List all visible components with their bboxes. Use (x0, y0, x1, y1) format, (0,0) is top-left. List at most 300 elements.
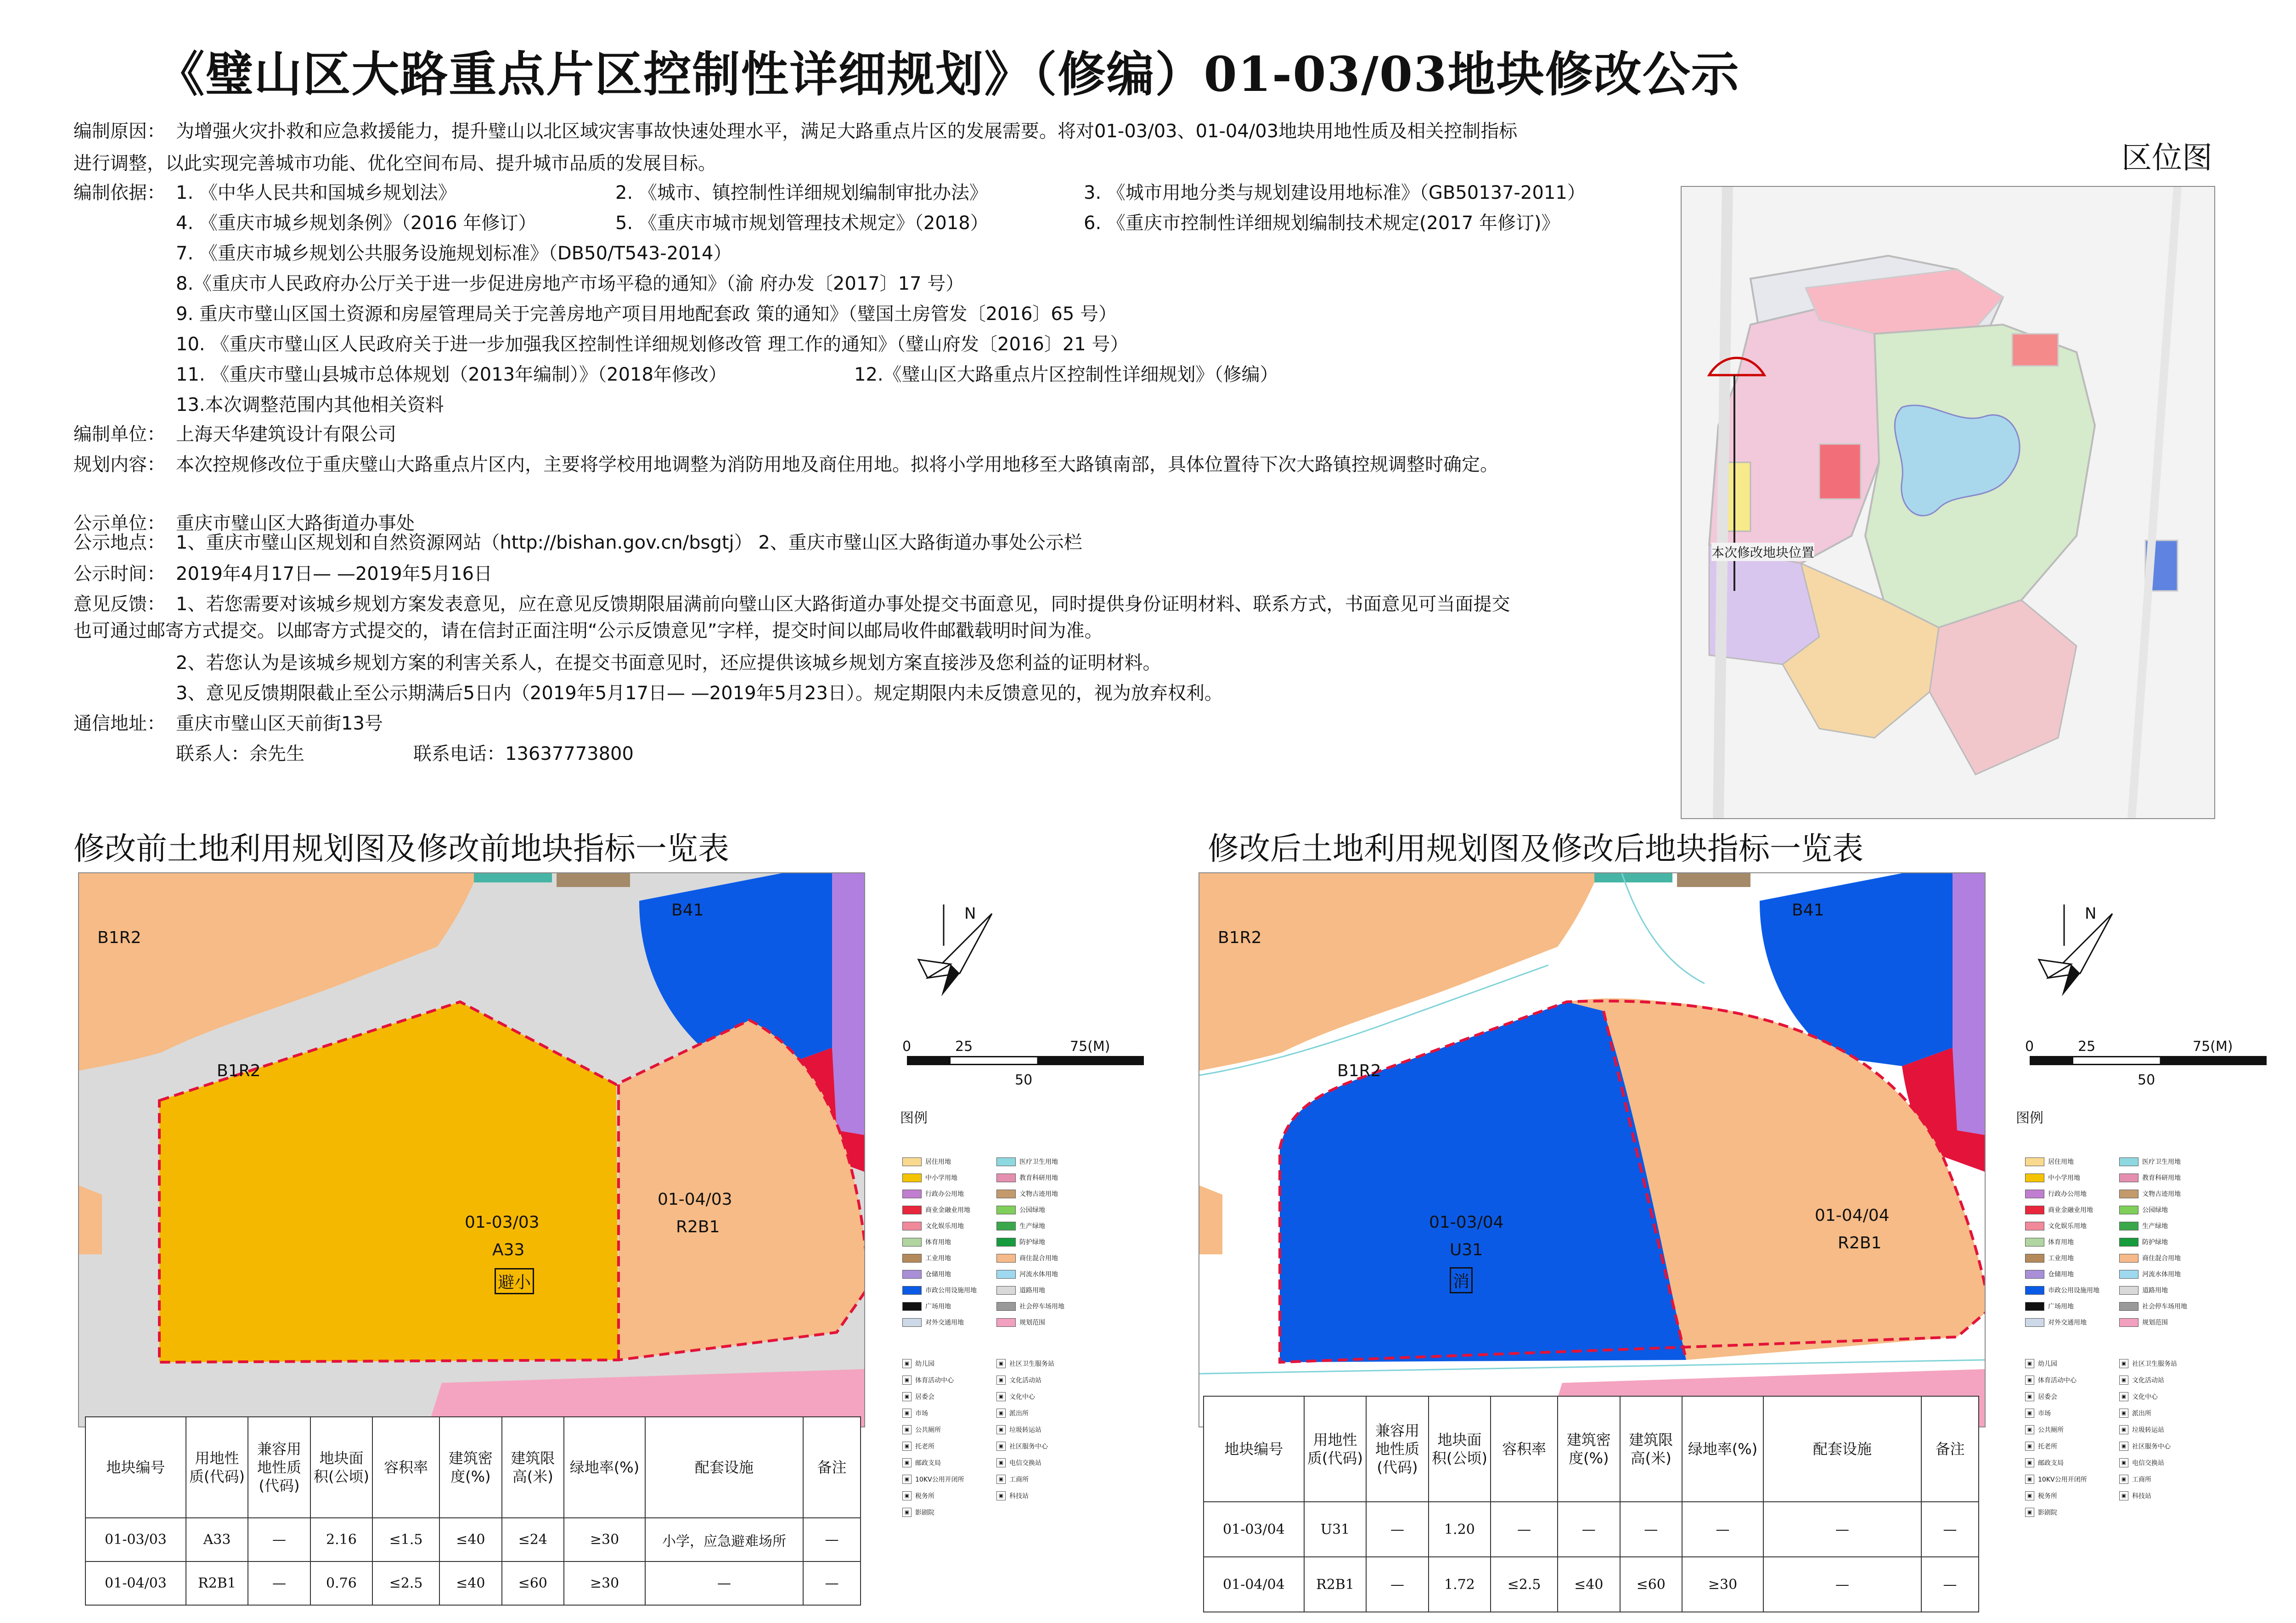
legend-swatch (2119, 1318, 2138, 1327)
basis-item: 4. 《重庆市城乡规划条例》（2016 年修订） (176, 213, 537, 234)
facility-symbol-icon: ▣ (902, 1458, 912, 1467)
legend-label: 公园绿地 (1019, 1207, 1045, 1214)
before-index-table (85, 1416, 861, 1606)
legend-label: 中小学用地 (2048, 1174, 2080, 1182)
legend-label: 规划范围 (1019, 1319, 1045, 1326)
legend-label: 对外交通用地 (2048, 1319, 2087, 1326)
legend-label: 教育科研用地 (2142, 1174, 2181, 1182)
legend-item (2119, 1189, 2181, 1198)
facility-symbol-icon: ▣ (996, 1359, 1006, 1368)
table-cell: — (1763, 1557, 1921, 1612)
facility-legend-label: 文化活动站 (1009, 1377, 1041, 1384)
header-cell: 地块面积(公顷) (1429, 1396, 1491, 1502)
facility-legend-label: 影剧院 (2038, 1509, 2057, 1516)
legend-label: 社会停车场用地 (2142, 1303, 2187, 1310)
table-cell: ≤40 (1558, 1557, 1620, 1612)
facility-symbol-icon: ▣ (2025, 1425, 2034, 1434)
facility-legend-item (996, 1425, 1041, 1434)
after-label-b1r2-top: B1R2 (1218, 928, 1262, 947)
facility-legend-item (2119, 1442, 2171, 1451)
legend-title: 图例 (2016, 1110, 2043, 1126)
legend-label: 广场用地 (2048, 1303, 2074, 1310)
facility-symbol-icon: ▣ (902, 1409, 912, 1418)
legend-label: 防护绿地 (1019, 1239, 1045, 1246)
legend-swatch (996, 1286, 1016, 1295)
facility-legend-item (996, 1491, 1029, 1500)
after-label-parcel2-code: R2B1 (1838, 1234, 1882, 1252)
facility-legend-label: 托老所 (2038, 1443, 2057, 1450)
facility-symbol-icon: ▣ (2025, 1475, 2034, 1484)
pub-unit-label: 公示单位： (73, 513, 165, 534)
facility-symbol-icon: ▣ (2119, 1491, 2128, 1500)
table-cell: ≤24 (502, 1518, 564, 1561)
before-label-parcel1-id: 01-03/03 (465, 1213, 540, 1232)
legend-item (902, 1205, 970, 1214)
legend-label: 道路用地 (2142, 1287, 2168, 1294)
header-cell: 配套设施 (1763, 1396, 1921, 1502)
legend-label: 工业用地 (2048, 1255, 2074, 1262)
facility-legend-item (2119, 1425, 2164, 1434)
legend-item (2119, 1237, 2168, 1247)
facility-symbol-icon: ▣ (2025, 1392, 2034, 1401)
legend-item (2119, 1205, 2168, 1214)
before-label-parcel2-id: 01-04/03 (658, 1190, 732, 1209)
legend-label: 社会停车场用地 (1019, 1303, 1064, 1310)
facility-symbol-icon: ▣ (902, 1442, 912, 1451)
legend-label: 生产绿地 (2142, 1223, 2168, 1230)
legend-swatch (2025, 1206, 2044, 1214)
facility-legend-item (2025, 1409, 2051, 1418)
table-cell: 01-04/04 (1204, 1557, 1304, 1612)
table-row (85, 1518, 861, 1561)
facility-legend-item (2119, 1359, 2177, 1368)
legend-label: 仓储用地 (925, 1271, 951, 1278)
before-label-b1r2-mid: B1R2 (217, 1061, 261, 1080)
legend-swatch (2025, 1190, 2044, 1198)
legend-label: 文化娱乐用地 (925, 1223, 964, 1230)
facility-legend-label: 社区卫生服务站 (2132, 1360, 2177, 1368)
facility-legend-item (902, 1425, 941, 1434)
legend-title: 图例 (900, 1110, 928, 1126)
pub-place-value: 1、重庆市璧山区规划和自然资源网站（http://bishan.gov.cn/bsgtj） 2、重庆市璧山区大路街道办事处公示栏 (176, 532, 1082, 553)
header-cell: 绿地率(%) (564, 1417, 645, 1518)
legend-item (2119, 1286, 2168, 1295)
table-cell: 1.20 (1429, 1502, 1491, 1557)
north-arrow-icon (900, 895, 1001, 1001)
facility-legend-label: 文化中心 (1009, 1393, 1035, 1401)
contact-phone: 联系电话：13637773800 (413, 743, 634, 764)
legend-swatch (2025, 1222, 2044, 1230)
facility-legend-label: 工商所 (1009, 1476, 1029, 1483)
legend-item (2025, 1189, 2087, 1198)
facility-legend-label: 幼儿园 (915, 1360, 934, 1368)
header-cell: 绿地率(%) (1682, 1396, 1763, 1502)
facility-legend-label: 文化中心 (2132, 1393, 2158, 1401)
legend-swatch (2119, 1238, 2138, 1247)
before-map-drawing (79, 873, 864, 1426)
facility-symbol-icon: ▣ (2119, 1475, 2128, 1484)
legend-item (902, 1237, 951, 1247)
legend-swatch (2025, 1174, 2044, 1182)
basis-item: 7. 《重庆市城乡规划公共服务设施规划标准》（DB50/T543-2014） (176, 243, 732, 264)
facility-symbol-icon: ▣ (2025, 1491, 2034, 1500)
facility-symbol-icon: ▣ (2119, 1409, 2128, 1418)
legend-label: 文物古迹用地 (1019, 1191, 1058, 1198)
scale-tick-50: 50 (1015, 1072, 1033, 1088)
header-cell: 容积率 (1491, 1396, 1558, 1502)
legend-label: 医疗卫生用地 (2142, 1158, 2181, 1166)
legend-item (902, 1173, 957, 1182)
legend-item (902, 1189, 964, 1198)
table-cell: A33 (186, 1518, 248, 1561)
facility-symbol-icon: ▣ (996, 1376, 1006, 1385)
legend-label: 文物古迹用地 (2142, 1191, 2181, 1198)
legend-label: 商住混合用地 (2142, 1255, 2181, 1262)
before-label-b1r2-top: B1R2 (97, 928, 141, 947)
legend-item (902, 1318, 964, 1327)
legend-label: 医疗卫生用地 (1019, 1158, 1058, 1166)
header-cell: 建筑限高(米) (1620, 1396, 1682, 1502)
legend-label: 生产绿地 (1019, 1223, 1045, 1230)
facility-symbol-icon: ▣ (2025, 1508, 2034, 1517)
facility-legend-item (902, 1442, 934, 1451)
legend-swatch (2119, 1270, 2138, 1279)
after-label-b1r2-mid: B1R2 (1337, 1061, 1381, 1080)
scale-bar (2030, 1056, 2267, 1065)
legend-item (996, 1189, 1058, 1198)
facility-symbol-icon: ▣ (2025, 1359, 2034, 1368)
table-header-row (1204, 1396, 1979, 1502)
legend-label: 教育科研用地 (1019, 1174, 1058, 1182)
legend-item (2025, 1173, 2080, 1182)
header-cell: 容积率 (372, 1417, 439, 1518)
basis-item: 5. 《重庆市城市规划管理技术规定》（2018） (615, 213, 989, 234)
address-label: 通信地址： (73, 713, 165, 734)
facility-symbol-icon: ▣ (996, 1475, 1006, 1484)
legend-item (2025, 1286, 2099, 1295)
facility-legend-item (2025, 1392, 2057, 1401)
facility-legend-label: 社区服务中心 (1009, 1443, 1048, 1450)
legend-item (902, 1253, 951, 1263)
facility-legend-item (996, 1442, 1048, 1451)
table-cell: ≤60 (1620, 1557, 1682, 1612)
facility-legend-label: 市场 (915, 1410, 928, 1417)
facility-symbol-icon: ▣ (2025, 1376, 2034, 1385)
legend-swatch (996, 1302, 1016, 1311)
facility-legend-label: 科技站 (2132, 1493, 2151, 1500)
feedback-1a: 1、若您需要对该城乡规划方案发表意见，应在意见反馈期限届满前向璧山区大路街道办事处提交书面意见，同时提供身份证明材料、联系方式，书面意见可当面提交 (176, 594, 1510, 615)
legend-swatch (902, 1174, 922, 1182)
facility-legend-label: 邮政支局 (915, 1460, 941, 1467)
legend-item (2025, 1318, 2087, 1327)
legend-swatch (2119, 1206, 2138, 1214)
scale-tick-75: 75(M) (1070, 1039, 1110, 1055)
legend-label: 广场用地 (925, 1303, 951, 1310)
basis-item: 2. 《城市、镇控制性详细规划编制审批办法》 (615, 182, 988, 203)
facility-symbol-icon: ▣ (2025, 1458, 2034, 1467)
facility-legend-label: 居委会 (2038, 1393, 2057, 1401)
after-index-table (1203, 1396, 1979, 1612)
facility-symbol-icon: ▣ (996, 1491, 1006, 1500)
scale-tick-0: 0 (902, 1039, 912, 1055)
facility-legend-label: 体育活动中心 (2038, 1377, 2077, 1384)
facility-legend-item (2119, 1409, 2151, 1418)
facility-symbol-icon: ▣ (2025, 1442, 2034, 1451)
table-cell: — (1491, 1502, 1558, 1557)
facility-symbol-icon: ▣ (902, 1508, 912, 1517)
facility-legend-label: 社区卫生服务站 (1009, 1360, 1054, 1368)
pub-unit-value: 重庆市璧山区大路街道办事处 (176, 513, 415, 534)
basis-item: 8.《重庆市人民政府办公厅关于进一步促进房地产市场平稳的通知》（渝 府办发〔2017〕17 号） (176, 273, 964, 294)
facility-symbol-icon: ▣ (996, 1392, 1006, 1401)
facility-legend-label: 垃圾转运站 (1009, 1426, 1041, 1434)
legend-item (996, 1269, 1058, 1279)
legend-swatch (2119, 1157, 2138, 1166)
legend-label: 仓储用地 (2048, 1271, 2074, 1278)
content-label: 规划内容： (73, 454, 165, 475)
facility-symbol-icon: ▣ (996, 1442, 1006, 1451)
facility-legend-item (2119, 1475, 2151, 1484)
facility-legend-item (902, 1359, 934, 1368)
facility-legend-item (902, 1508, 934, 1517)
legend-item (2119, 1269, 2181, 1279)
table-cell: — (1558, 1502, 1620, 1557)
location-map (1681, 186, 2215, 819)
header-cell: 备注 (1921, 1396, 1979, 1502)
legend-item (2119, 1157, 2181, 1166)
facility-legend-label: 电信交换站 (2132, 1460, 2164, 1467)
table-cell: R2B1 (186, 1561, 248, 1605)
facility-symbol-icon: ▣ (2119, 1359, 2128, 1368)
legend-label: 商业金融业用地 (2048, 1207, 2093, 1214)
facility-symbol-icon: ▣ (2119, 1442, 2128, 1451)
facility-legend-label: 工商所 (2132, 1476, 2151, 1483)
table-cell: ≤60 (502, 1561, 564, 1605)
facility-legend-item (2119, 1458, 2164, 1467)
header-cell: 地块编号 (1204, 1396, 1304, 1502)
header-cell: 建筑密度(%) (439, 1417, 501, 1518)
facility-symbol-icon: ▣ (902, 1376, 912, 1385)
legend-item (2119, 1302, 2187, 1311)
north-label: N (2085, 904, 2097, 923)
legend-swatch (996, 1222, 1016, 1230)
feedback-1b: 也可通过邮寄方式提交。以邮寄方式提交的，请在信封正面注明“公示反馈意见”字样，提交时间以邮局收件邮戳载明时间为准。 (73, 620, 1103, 641)
legend-swatch (902, 1302, 922, 1311)
feedback-3: 3、意见反馈期限截止至公示期满后5日内（2019年5月17日— —2019年5月23日）。规定期限内未反馈意见的，视为放弃权利。 (176, 683, 1223, 704)
legend-item (996, 1173, 1058, 1182)
legend-label: 工业用地 (925, 1255, 951, 1262)
facility-legend-item (996, 1458, 1041, 1467)
legend-swatch (996, 1206, 1016, 1214)
basis-item: 12.《璧山区大路重点片区控制性详细规划》（修编） (854, 364, 1278, 385)
legend-label: 体育用地 (925, 1239, 951, 1246)
legend-swatch (996, 1318, 1016, 1327)
table-cell: U31 (1304, 1502, 1366, 1557)
facility-legend-label: 公共厕所 (915, 1426, 941, 1434)
facility-legend-item (2119, 1491, 2151, 1500)
after-heading: 修改后土地利用规划图及修改后地块指标一览表 (1208, 831, 1864, 867)
table-cell: ≥30 (564, 1561, 645, 1605)
facility-symbol-icon: ▣ (996, 1458, 1006, 1467)
header-cell: 建筑密度(%) (1558, 1396, 1620, 1502)
legend-item (2119, 1253, 2181, 1263)
facility-symbol-icon: ▣ (902, 1425, 912, 1434)
scale-tick-25: 25 (2078, 1039, 2096, 1055)
header-cell: 用地性质(代码) (186, 1417, 248, 1518)
facility-legend-item (902, 1475, 964, 1484)
legend-swatch (996, 1157, 1016, 1166)
table-cell: 小学，应急避难场所 (645, 1518, 803, 1561)
facility-legend-label: 派出所 (1009, 1410, 1029, 1417)
legend-swatch (902, 1238, 922, 1247)
facility-legend-label: 电信交换站 (1009, 1460, 1041, 1467)
table-cell: 01-03/04 (1204, 1502, 1304, 1557)
legend-swatch (2025, 1302, 2044, 1311)
facility-legend-item (2025, 1491, 2057, 1500)
legend-label: 商业金融业用地 (925, 1207, 970, 1214)
basis-item: 13.本次调整范围内其他相关资料 (176, 394, 444, 416)
before-heading: 修改前土地利用规划图及修改前地块指标一览表 (73, 831, 730, 867)
facility-legend-label: 10KV公用开闭所 (915, 1476, 964, 1483)
facility-legend-label: 税务所 (2038, 1493, 2057, 1500)
facility-legend-label: 科技站 (1009, 1493, 1029, 1500)
table-cell: ≤2.5 (1491, 1557, 1558, 1612)
table-cell: 01-04/03 (85, 1561, 186, 1605)
facility-legend-item (902, 1392, 934, 1401)
facility-legend-label: 派出所 (2132, 1410, 2151, 1417)
contact-person: 联系人：余先生 (176, 743, 304, 764)
pub-time-value: 2019年4月17日— —2019年5月16日 (176, 563, 493, 584)
legend-label: 市政公用设施用地 (925, 1287, 977, 1294)
feedback-label: 意见反馈： (73, 594, 165, 615)
table-cell: 0.76 (310, 1561, 372, 1605)
legend-item (2025, 1205, 2093, 1214)
header-cell: 兼容用地性质(代码) (1366, 1396, 1428, 1502)
facility-legend-item (902, 1458, 941, 1467)
table-header-row (85, 1417, 861, 1518)
scale-tick-50: 50 (2138, 1072, 2155, 1088)
facility-legend-item (2025, 1458, 2064, 1467)
legend-swatch (2025, 1238, 2044, 1247)
legend-swatch (902, 1254, 922, 1263)
location-map-drawing (1682, 187, 2214, 818)
basis-item: 3. 《城市用地分类与规划建设用地标准》（GB50137-2011） (1084, 182, 1586, 203)
header-cell: 备注 (803, 1417, 861, 1518)
facility-legend-item (996, 1392, 1035, 1401)
legend-label: 文化娱乐用地 (2048, 1223, 2087, 1230)
pub-time-label: 公示时间： (73, 563, 165, 584)
after-label-parcel1-id: 01-03/04 (1429, 1213, 1504, 1232)
facility-symbol-icon: ▣ (996, 1425, 1006, 1434)
table-cell: — (1366, 1502, 1428, 1557)
facility-legend-label: 托老所 (915, 1443, 934, 1450)
facility-legend-label: 文化活动站 (2132, 1377, 2164, 1384)
legend-item (2025, 1157, 2074, 1166)
basis-item: 6. 《重庆市控制性详细规划编制技术规定(2017 年修订)》 (1084, 213, 1560, 234)
legend-item (902, 1286, 977, 1295)
legend-item (2119, 1221, 2168, 1230)
facility-legend-item (2025, 1376, 2077, 1385)
legend-label: 体育用地 (2048, 1239, 2074, 1246)
legend-swatch (2119, 1254, 2138, 1263)
legend-item (996, 1253, 1058, 1263)
facility-legend-label: 影剧院 (915, 1509, 934, 1516)
header-cell: 建筑限高(米) (502, 1417, 564, 1518)
legend-swatch (2119, 1174, 2138, 1182)
facility-legend-item (2025, 1359, 2057, 1368)
legend-item (996, 1286, 1045, 1295)
unit-value: 上海天华建筑设计有限公司 (176, 424, 396, 445)
legend-item (2025, 1269, 2074, 1279)
facility-symbol-icon: ▣ (2119, 1392, 2128, 1401)
facility-legend-label: 公共厕所 (2038, 1426, 2064, 1434)
legend-item (2119, 1173, 2181, 1182)
legend-label: 规划范围 (2142, 1319, 2168, 1326)
legend-item (996, 1157, 1058, 1166)
facility-legend-item (2025, 1442, 2057, 1451)
legend-swatch (902, 1157, 922, 1166)
table-cell: ≥30 (1682, 1557, 1763, 1612)
header-cell: 兼容用地性质(代码) (248, 1417, 310, 1518)
table-cell: ≤2.5 (372, 1561, 439, 1605)
facility-symbol-icon: ▣ (902, 1359, 912, 1368)
reason-label: 编制原因： (73, 121, 165, 142)
facility-legend-item (902, 1376, 954, 1385)
table-cell: — (248, 1518, 310, 1561)
facility-legend-label: 社区服务中心 (2132, 1443, 2171, 1450)
legend-swatch (2025, 1270, 2044, 1279)
legend-item (996, 1318, 1045, 1327)
basis-item: 11. 《重庆市璧山县城市总体规划（2013年编制）》（2018年修改） (176, 364, 727, 385)
legend-label: 河流水体用地 (2142, 1271, 2181, 1278)
north-label: N (964, 904, 976, 923)
after-label-parcel2-id: 01-04/04 (1815, 1206, 1890, 1225)
legend-item (2025, 1302, 2074, 1311)
facility-legend-label: 邮政支局 (2038, 1460, 2064, 1467)
scale-tick-0: 0 (2025, 1039, 2034, 1055)
table-cell: 2.16 (310, 1518, 372, 1561)
legend-swatch (2119, 1286, 2138, 1295)
legend-label: 行政办公用地 (2048, 1191, 2087, 1198)
after-label-parcel1-tag: 消 (1450, 1267, 1473, 1293)
facility-legend-label: 税务所 (915, 1493, 934, 1500)
header-cell: 配套设施 (645, 1417, 803, 1518)
legend-item (996, 1237, 1045, 1247)
content-value: 本次控规修改位于重庆璧山大路重点片区内，主要将学校用地调整为消防用地及商住用地。拟将小学用地移至大路镇南部，具体位置待下次大路镇控规调整时确定。 (176, 454, 1498, 475)
facility-symbol-icon: ▣ (902, 1392, 912, 1401)
table-row (1204, 1502, 1979, 1557)
table-cell: — (803, 1518, 861, 1561)
before-label-parcel2-code: R2B1 (676, 1218, 720, 1236)
legend-label: 商住混合用地 (1019, 1255, 1058, 1262)
before-label-parcel1-tag: 避小 (495, 1268, 534, 1294)
legend-swatch (996, 1254, 1016, 1263)
after-map-drawing (1199, 873, 1985, 1426)
legend-swatch (2025, 1286, 2044, 1295)
reason-line2: 进行调整，以此实现完善城市功能、优化空间布局、提升城市品质的发展目标。 (73, 153, 716, 174)
facility-legend-label: 体育活动中心 (915, 1377, 954, 1384)
facility-symbol-icon: ▣ (2025, 1409, 2034, 1418)
header-cell: 用地性质(代码) (1304, 1396, 1366, 1502)
legend-swatch (902, 1206, 922, 1214)
legend-swatch (996, 1190, 1016, 1198)
facility-legend-label: 市场 (2038, 1410, 2051, 1417)
legend-item (2025, 1221, 2087, 1230)
table-cell: — (1921, 1557, 1979, 1612)
before-label-parcel1-code: A33 (492, 1241, 525, 1259)
legend-swatch (902, 1318, 922, 1327)
table-cell: — (248, 1561, 310, 1605)
